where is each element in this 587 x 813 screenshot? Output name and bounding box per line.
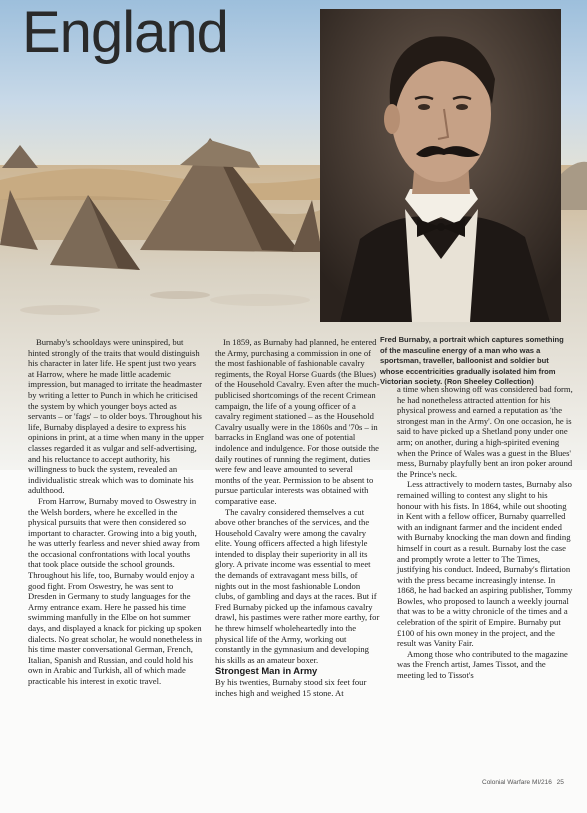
page-number: 25: [556, 779, 564, 786]
paragraph: Less attractively to modern tastes, Burnaby also remained willing to contest any slight to his honour with his fists. In 1864, while out shooting in Kent with a fellow officer, Burnaby quarrelled with an indignant farmer and the incident ended with Burnaby knocking the man down and finding himself in court as a result. Burnaby lost the case and promptly wrote a letter to The Times, justifying his conduct. Indeed, Burnaby's flirtation with the press became increasingly intense. In 1868, he had backed an aspiring publisher, Tommy Bowles, who proposed to launch a weekly journal that was to be a witty chronicle of the times and a celebration of the spirit of Empire. Burnaby put £100 of his own money in the project, and the result was Vanity Fair.: [397, 479, 573, 649]
paragraph: In 1859, as Burnaby had planned, he entered the Army, purchasing a commission in one of the most fashionable of fashionable cavalry regiments, the Royal Horse Guards (the Blues) of the Household Cavalry. Even after the much-publicised shortcomings of the recent Crimean campaign, the life of a young officer of a cavalry regiment stationed – as the Household Cavalry usually were in the 1860s and '70s – in barracks in England was one of potential indolence and indulgence. For those outside the daily routines of running the regiment, duties were few and leave amounted to several months of the year. Permission to be absent to pursue particular interests was obtained with comparative ease.: [215, 337, 380, 506]
paragraph: The cavalry considered themselves a cut above other branches of the services, and the Household Cavalry were among the cavalry elite. Young officers affected a high lifestyle intended to display their superiority in all its glory. A private income was essential to meet the demands of extravagant mess bills, of nights out in the most fashionable London clubs, of gambling and days at the races. But if Fred Burnaby picked up the infamous cavalry drawl, his pastimes were rather more earthy, for he threw himself wholeheartedly into the physical life of the Army, working out constantly in the gymnasium and developing his skills as an amateur boxer.: [215, 506, 380, 665]
magazine-name: Colonial Warfare: [482, 779, 531, 786]
fred-burnaby-portrait: [320, 9, 561, 322]
text-column-3: [397, 384, 573, 681]
page-footer: [482, 779, 564, 786]
paragraph: By his twenties, Burnaby stood six feet four inches high and weighed 15 stone. At: [215, 677, 367, 698]
subheading: Strongest Man in Army: [215, 665, 318, 677]
paragraph: Among those who contributed to the magazine was the French artist, James Tissot, and the meeting led to Tissot's: [397, 648, 568, 681]
headline: England: [22, 0, 228, 65]
paragraph: From Harrow, Burnaby moved to Oswestry in the Welsh borders, where he excelled in the physical pursuits that were then considered so important to character. Growing into a big youth, he was utterly fearless and never shied away from the occasional confrontations with local youths that took place outside the school grounds. Throughout his life, too, Burnaby would enjoy a good fight. From Oswestry, he was sent to Dresden in Germany to study languages for the Army entrance exam. Here he passed his time swimming manfully in the Elbe on hot summer days, and displayed a knack for picking up spoken dialects. No great scholar, he would nonetheless in his time master conversational German, French, Italian, Spanish and Russian, and could hold his own in Arabic and Turkish, all of which made practicable his interest in exotic travel.: [28, 495, 203, 686]
paragraph: Burnaby's schooldays were uninspired, but hinted strongly of the traits that would distinguish his character in later life. He spent just two years at Harrow, where he made little academic impression, but managed to irritate the headmaster by writing a letter to Punch in which he criticised the system by which younger boys acted as servants – or 'fags' – to older boys. Throughout his life, Burnaby displayed a desire to express his opinions in print, at a time when many in the upper classes regarded it as vulgar and self-advertising, and his reluctance to accept authority, his willingness to buck the system, revealed an individualistic streak which was to dominate his adulthood.: [28, 337, 204, 496]
issue-number: MI/216: [531, 779, 552, 786]
text-column-1: [28, 337, 204, 687]
photo-caption: Fred Burnaby, a portrait which captures something of the masculine energy of a man who was a sportsman, traveller, balloonist and soldier but whose eccentricities gradually isolated him from Victorian society. (Ron Sheeley Collection): [380, 335, 564, 387]
paragraph: a time when showing off was considered bad form, he had nonetheless attracted attention for his physical prowess and earned a reputation as 'the strongest man in the Army'. On one occasion, he is said to have picked up a Shetland pony under one arm; on another, during a high-spirited evening when the Prince of Wales was a guest in the Blues' mess, Burnaby playfully bent an iron poker around the Prince's neck.: [397, 384, 573, 479]
text-column-2: [215, 337, 380, 699]
